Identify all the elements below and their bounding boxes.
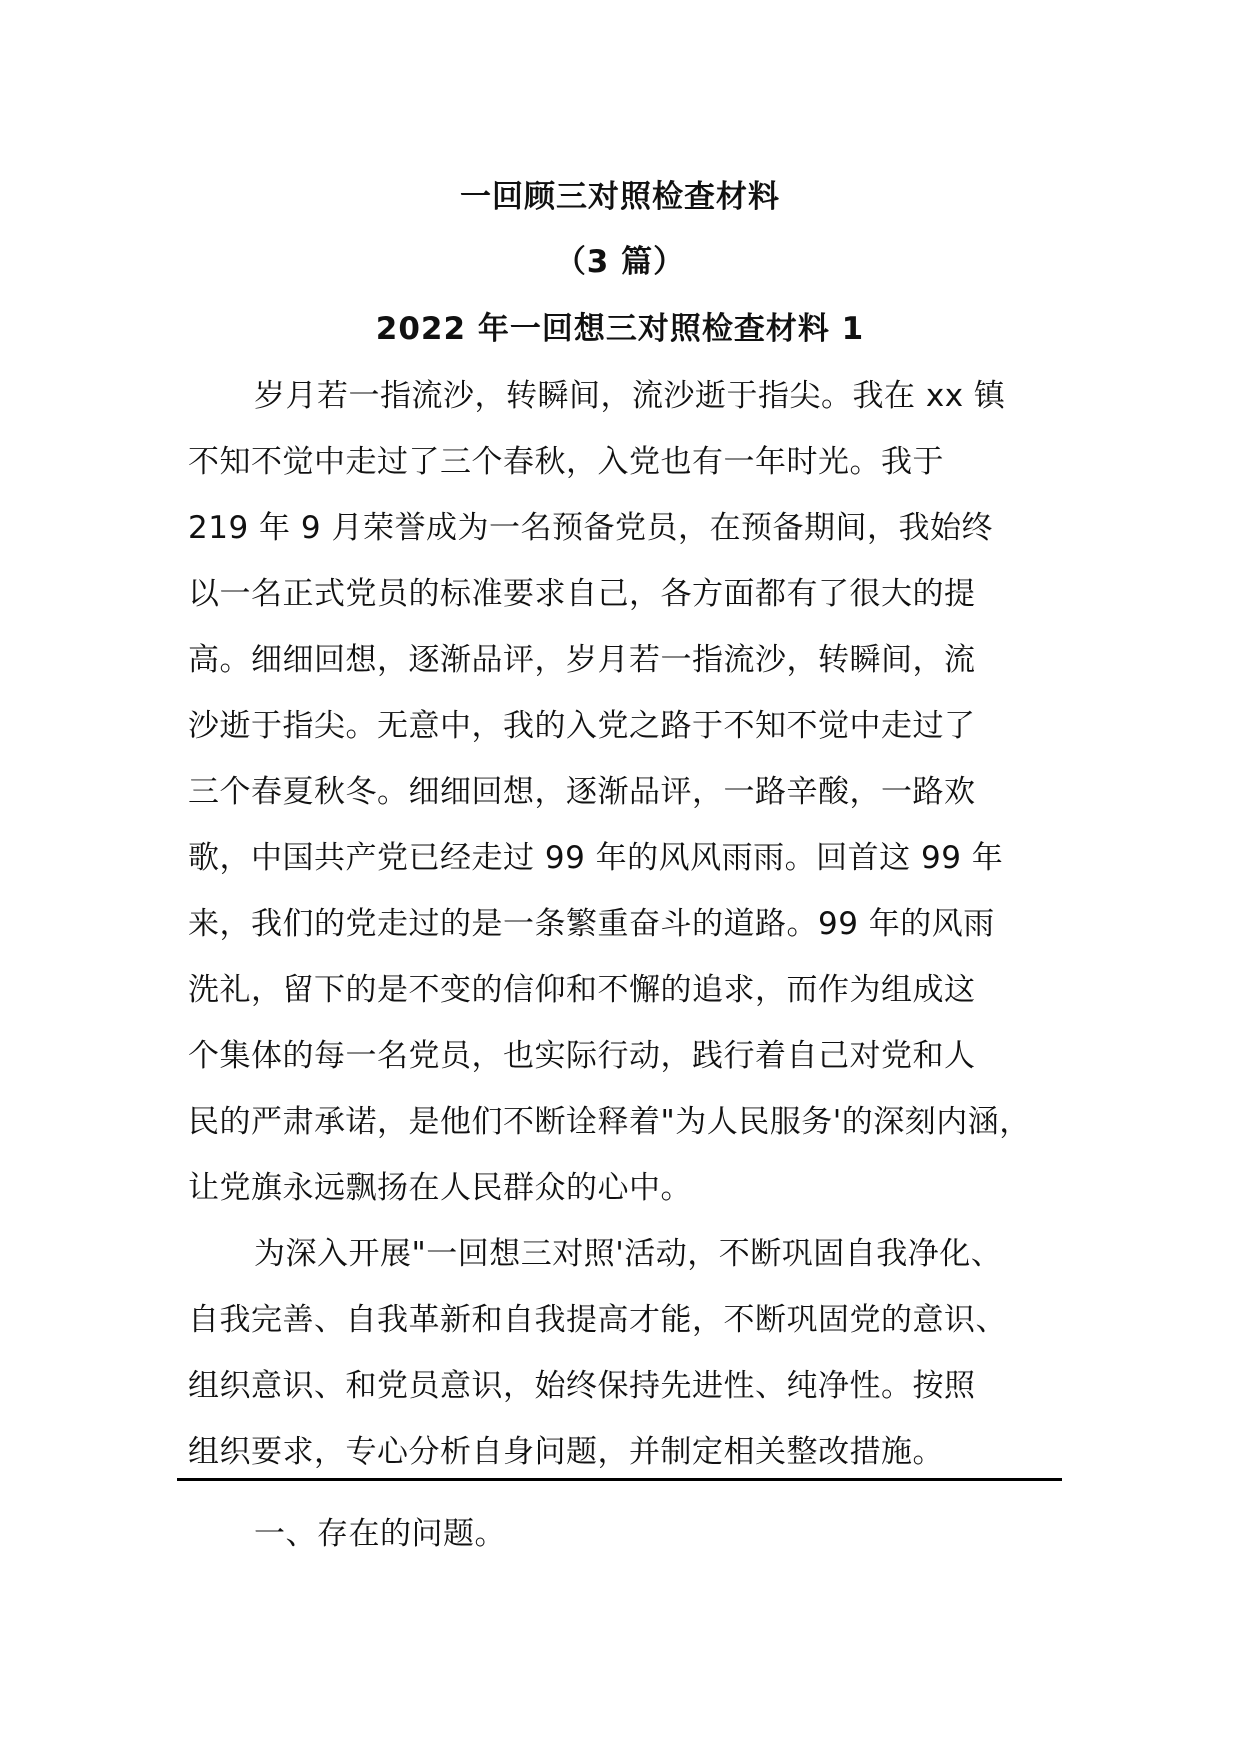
paragraph-1-line: 高。细细回想，逐渐品评，岁月若一指流沙，转瞬间，流 [188,642,976,678]
paragraph-1-line: 岁月若一指流沙，转瞬间，流沙逝于指尖。我在 xx 镇 [254,378,1006,414]
paragraph-1-line: 来，我们的党走过的是一条繁重奋斗的道路。99 年的风雨 [188,906,995,942]
horizontal-rule [177,1478,1062,1481]
paragraph-1-line: 歌，中国共产党已经走过 99 年的风风雨雨。回首这 99 年 [188,840,1004,876]
document-title: 一回顾三对照检查材料 [460,179,780,215]
paragraph-2-line: 自我完善、自我革新和自我提高才能，不断巩固党的意识、 [188,1302,1007,1338]
paragraph-1-line: 以一名正式党员的标准要求自己，各方面都有了很大的提 [188,576,976,612]
paragraph-1-line: 个集体的每一名党员，也实际行动，践行着自己对党和人 [188,1038,976,1074]
paragraph-2-line: 为深入开展"一回想三对照'活动，不断巩固自我净化、 [254,1236,1003,1272]
paragraph-1-line: 219 年 9 月荣誉成为一名预备党员，在预备期间，我始终 [188,510,993,546]
paragraph-2-line: 组织意识、和党员意识，始终保持先进性、纯净性。按照 [188,1368,976,1404]
document-subtitle: （3 篇） [554,244,686,280]
article-heading: 2022 年一回想三对照检查材料 1 [375,311,865,347]
section-heading: 一、存在的问题。 [254,1516,506,1552]
paragraph-1-line: 洗礼，留下的是不变的信仰和不懈的追求，而作为组成这 [188,972,976,1008]
paragraph-1-line: 民的严肃承诺，是他们不断诠释着"为人民服务'的深刻内涵， [188,1104,1031,1140]
paragraph-2-line: 组织要求，专心分析自身问题，并制定相关整改措施。 [188,1434,944,1470]
paragraph-1-line: 沙逝于指尖。无意中，我的入党之路于不知不觉中走过了 [188,708,976,744]
paragraph-1-line: 让党旗永远飘扬在人民群众的心中。 [188,1170,692,1206]
paragraph-1-line: 不知不觉中走过了三个春秋，入党也有一年时光。我于 [188,444,944,480]
paragraph-1-line: 三个春夏秋冬。细细回想，逐渐品评，一路辛酸，一路欢 [188,774,976,810]
